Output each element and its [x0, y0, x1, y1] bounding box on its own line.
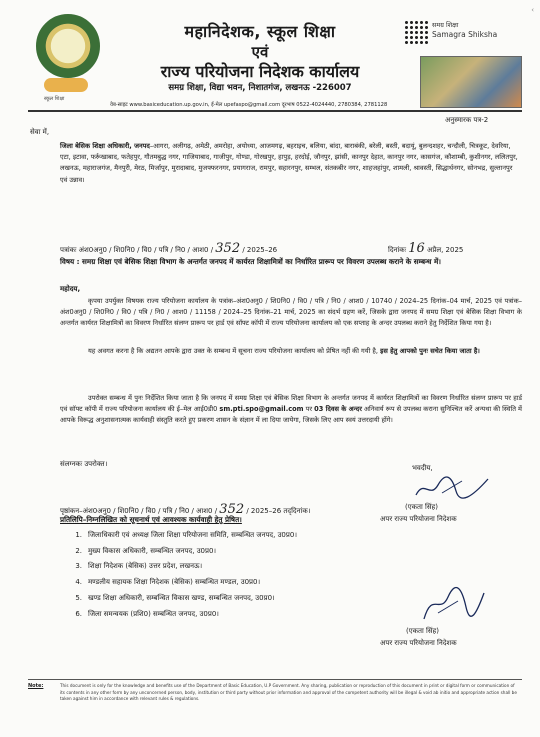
list-item — [60, 544, 440, 560]
subject-line: विषय : समग्र शिक्षा एवं बेसिक शिक्षा विभाग के अन्तर्गत जनपद में कार्यरत शिक्षामित्रों का निर्धारित प्रारूप पर विवरण उपलब्ध कराने के सम्बन्ध में। — [60, 257, 441, 266]
header-address: समग्र शिक्षा, विद्या भवन, निशातगंज, लखनऊ -226007 — [168, 83, 352, 93]
paragraph-2 — [60, 346, 522, 357]
copy-heading: प्रतिलिपि–निम्नलिखित को सूचनार्थ एवं आवश्यक कार्यवाही हेतु प्रेषित। — [60, 515, 242, 524]
ref-prefix: पत्रांकः अंश0अनु0 / शि0नि0 / वि0 / पत्रि / नि0 / आश0 / — [60, 246, 216, 254]
letter-date — [388, 241, 463, 256]
enclosure-note: संलग्नकः उपरोक्त। — [60, 460, 108, 468]
addressee-block — [60, 141, 520, 186]
list-item — [60, 591, 440, 607]
footer-note-label: Note: — [28, 683, 44, 689]
list-item-number: 6. — [75, 609, 82, 618]
p2-warning: इस हेतु आपको पुनः सचेत किया जाता है। — [380, 347, 480, 355]
signatory-2-title: अपर राज्य परियोजना निदेशक — [380, 639, 457, 647]
list-item-number: 2. — [75, 546, 82, 555]
reminder-label: अनुस्मारक पत्र-2 — [445, 116, 489, 124]
signatory-1-name: (एकता सिंह) — [405, 503, 438, 511]
signatory-1-title: अपर राज्य परियोजना निदेशक — [380, 515, 457, 523]
list-item-text: जिलाधिकारी एवं अध्यक्ष जिला शिक्षा परियोजना समिति, सम्बन्धित जनपद, उ0प्र0। — [88, 531, 297, 539]
addressee-role: जिला बेसिक शिक्षा अधिकारी, जनपद — [60, 142, 150, 150]
p3-email: sm.pti.spo@gmail.com — [219, 405, 304, 414]
list-item-text: जिला समन्वयक (प्रशि0) सम्बन्धित जनपद, उ0प्र0। — [88, 609, 219, 618]
copy-list — [60, 528, 440, 622]
copy-ref-prefix: पृष्ठांकन–अंश0अनु0 / शि0नि0 / वि0 / पत्रि / नि0 / आश0 / — [60, 507, 220, 515]
list-item-text: मुख्य विकास अधिकारी, सम्बन्धित जनपद, उ0प्र0। — [88, 546, 217, 555]
footer-note-text: This document is only for the knowledge and benefits use of the Department of Basic Education, U.P Government. Any sharing, publication or reproduction of this document in print or digital form or communication of its contents in any other form by any unconcerned person, body, institution or third party without prior information and approval of the competent authority will be illegal & void ab initio and appropriate action shall be taken against him in accordance with relevant rules & regulations. — [60, 683, 517, 701]
ref-suffix: / 2025–26 — [240, 246, 278, 254]
signature-1-handwritten — [412, 475, 492, 501]
list-item — [60, 575, 440, 591]
copy-ref-suffix: / 2025–26 तद्‌दिनांक। — [244, 507, 311, 515]
header-title-line3: राज्य परियोजना निदेशक कार्यालय — [160, 62, 360, 81]
ref-number-handwritten: 352 — [215, 241, 241, 256]
ss-logo-hindi: समग्र शिक्षा — [432, 21, 459, 29]
header-title-line2: एवं — [251, 43, 269, 61]
p3-text-end: अनिवार्य रूप से उपलब्ध कराना सुनिश्चित करें अन्यथा की स्थिति में आपके विरूद्ध अनुशासनात्मक कार्यवाही संस्तुति करते हुए प्रकरण शासन के संज्ञान में ला दिया जायेगा, जिसके लिए आप स्वयं उत्तरदायी होंगे। — [60, 405, 522, 425]
samagra-shiksha-logo — [404, 14, 524, 52]
salutation: महोदय, — [60, 285, 81, 293]
date-prefix: दिनांकः — [388, 246, 409, 254]
p3-deadline: 03 दिवस के अन्दर — [314, 405, 362, 414]
list-item-number: 1. — [75, 531, 82, 539]
list-item-number: 3. — [75, 562, 82, 571]
list-item-number: 4. — [75, 578, 82, 587]
header-title-line1: महानिदेशक, स्कूल शिक्षा — [184, 22, 336, 41]
date-suffix: अप्रैल, 2025 — [424, 246, 464, 254]
to-line: सेवा में, — [30, 128, 50, 136]
closing-text: भवदीय, — [412, 464, 433, 472]
ss-logo-english: Samagra Shiksha — [432, 30, 498, 39]
addressee-districts: –आगरा, अलीगढ़, अमेठी, अमरोहा, अयोध्या, आजमगढ़, बहराइच, बलिया, बांदा, बाराबंकी, बरेली, बस्ती, बदायूं, बुलन्दशहर, चन्दौली, चित्रकूट, देवरिया, एटा, इटावा, फर्रूखाबाद, फतेहपुर, गौतमबुद्ध नगर, गाजियाबाद, गाजीपुर, गोण्डा, गोरखपुर, हापुड़, हरदोई, जौनपुर, झांसी, कानपुर देहात, कानपुर नगर, कासगंज, कौशाम्बी, कुशीनगर, ललितपुर, लखनऊ, महाराजगंज, मैनपुरी, मेरठ, मिर्जापुर, मुरादाबाद, मुजफ्फरनगर, प्रयागराज, रामपुर, सहारनपुर, सम्भल, संतकबीर नगर, शाहजहांपुर, शामली, श्रावस्ती, सिद्धार्थनगर, सोनभद्र, सुल्तानपुर एवं उन्नाव। — [60, 142, 518, 184]
p2-text: यह अवगत करना है कि अद्यतन आपके द्वारा उक्त के सम्बन्ध में सूचना राज्य परियोजना कार्यालय को प्रेषित नहीं की गयी है, — [88, 347, 381, 355]
school-education-logo-icon — [44, 78, 88, 92]
paragraph-3 — [60, 393, 522, 427]
signature-2-handwritten — [418, 585, 488, 625]
header-divider — [28, 110, 522, 112]
paragraph-1: कृपया उपर्युक्त विषयक राज्य परियोजना कार्यालय के पत्रांक–अंश0अनु0 / शि0नि0 / वि0 / पत्रि / नि0 / आश0 / 10740 / 2024–25 दिनांक–04 मार्च, 2025 एवं पत्रांक–अंश0अनु0 / शि0नि0 / वि0 / पत्रि / नि0 / आश0 / 11158 / 2024–25 दिनांक–21 मार्च, 2025 का संदर्भ ग्रहण करें, जिसके द्वारा जनपद में समग्र शिक्षा एवं बेसिक शिक्षा विभाग के अन्तर्गत कार्यरत शिक्षामित्रों का विवरण निर्धारित संलग्न प्रारूप पर हार्ड एवं सॉफ्ट कॉपी में राज्य परियोजना कार्यालय को एक सप्ताह के अन्दर उपलब्ध कराने हेतु निर्देशित किया गया है। — [60, 297, 522, 328]
date-day-handwritten: 16 — [408, 241, 425, 256]
p3-text-start: उपरोक्त सम्बन्ध में पुनः निर्देशित किया जाता है कि जनपद में समग्र शिक्षा एवं बेसिक शिक्षा विभाग के अन्तर्गत जनपद में कार्यरत शिक्षामित्रों का विवरण निर्धारित संलग्न प्रारूप पर हार्ड एवं सॉफ्ट कॉपी में राज्य परियोजना कार्यालय की ई–मेल आई0डी0 — [60, 394, 522, 414]
up-government-emblem-icon — [36, 14, 100, 78]
list-item — [60, 607, 440, 623]
copy-ref-number-handwritten: 352 — [219, 502, 245, 517]
corner-mark: ‹ — [531, 6, 534, 14]
p3-text-mid: पर — [303, 405, 315, 414]
list-item — [60, 559, 440, 575]
footer-divider — [28, 679, 522, 680]
header-contact: वेब-साइट www.basiceducation.up.gov.in, ई-मेल upefaspo@gmail.com दूरभाष 0522-4024440, 2780384, 2781128 — [110, 102, 388, 108]
list-item-text: मण्डलीय सहायक शिक्षा निदेशक (बेसिक) सम्बन्धित मण्डल, उ0प्र0। — [88, 578, 261, 587]
list-item-number: 5. — [75, 593, 82, 602]
list-item — [60, 528, 440, 544]
signatory-2-name: (एकता सिंह) — [406, 627, 439, 635]
left-logo-caption: स्कूल शिक्षा — [44, 96, 65, 102]
list-item-text: खण्ड शिक्षा अधिकारी, सम्बन्धित विकास खण्ड, सम्बन्धित जनपद, उ0प्र0। — [88, 593, 275, 602]
letter-reference — [60, 241, 277, 256]
list-item-text: शिक्षा निदेशक (बेसिक) उत्तर प्रदेश, लखनऊ। — [88, 562, 203, 571]
